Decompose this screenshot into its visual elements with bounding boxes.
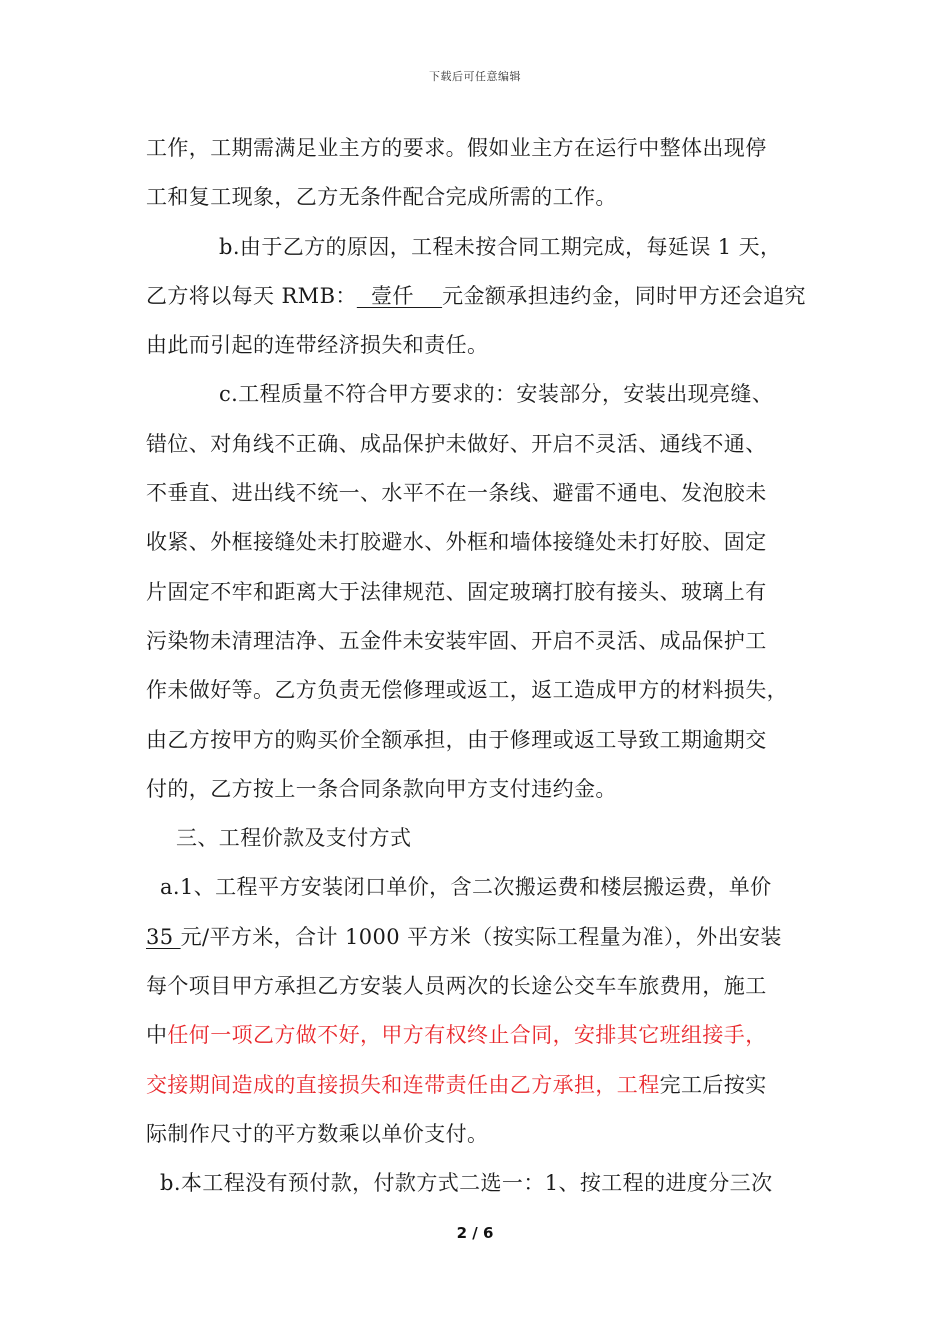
highlighted-text: 交接期间造成的直接损失和连带责任由乙方承担，工程 [146, 1072, 660, 1097]
text-line: 际制作尺寸的平方数乘以单价支付。 [146, 1121, 489, 1146]
text-line: 片固定不牢和距离大于法律规范、固定玻璃打胶有接头、玻璃上有 [146, 579, 767, 604]
text-line: 作未做好等。乙方负责无偿修理或返工，返工造成甲方的材料损失， [146, 678, 788, 703]
highlighted-text: 任何一项乙方做不好，甲方有权终止合同，安排其它班组接手， [167, 1023, 767, 1048]
page-number: 2 / 6 [456, 1224, 494, 1242]
text-line: 由乙方按甲方的购买价全额承担，由于修理或返工导致工期逾期交 [146, 727, 767, 752]
text-line: 污染物未清理洁净、五金件未安装牢固、开启不灵活、成品保护工 [146, 628, 767, 653]
text-line: a.1、工程平方安装闭口单价，含二次搬运费和楼层搬运费，单价 [160, 875, 772, 900]
text-span: 元/平方米，合计 1000 平方米（按实际工程量为准），外出安装 [180, 924, 782, 949]
text-line: 收紧、外框接缝处未打胶避水、外框和墙体接缝处未打好胶、固定 [146, 530, 767, 555]
text-span: 中 [146, 1023, 168, 1048]
text-line: 错位、对角线不正确、成品保护未做好、开启不灵活、通线不通、 [146, 431, 767, 456]
text-line: 付的，乙方按上一条合同条款向甲方支付违约金。 [146, 776, 617, 801]
text-line: c.工程质量不符合甲方要求的：安装部分，安装出现亮缝、 [219, 382, 774, 407]
text-line: 每个项目甲方承担乙方安装人员两次的长途公交车车旅费用，施工 [146, 974, 767, 999]
text-line: b.由于乙方的原因，工程未按合同工期完成，每延误 1 天， [219, 234, 782, 259]
unit-price: 35 [146, 924, 181, 949]
text-line: b.本工程没有预付款，付款方式二选一：1、按工程的进度分三次 [160, 1171, 773, 1196]
section-heading: 三、工程价款及支付方式 [176, 826, 412, 851]
text-line: 不垂直、进出线不统一、水平不在一条线、避雷不通电、发泡胶未 [146, 481, 767, 506]
text-span: 完工后按实 [659, 1072, 767, 1097]
page-header-note: 下载后可任意编辑 [429, 70, 521, 83]
document-body [146, 124, 821, 1209]
text-span: 乙方将以每天 RMB： [146, 283, 357, 308]
text-line [146, 1061, 821, 1110]
text-line [146, 272, 821, 321]
text-line [146, 913, 821, 962]
text-line: 工和复工现象，乙方无条件配合完成所需的工作。 [146, 185, 617, 210]
text-span: 元金额承担违约金，同时甲方还会追究 [442, 283, 806, 308]
text-line: 工作，工期需满足业主方的要求。假如业主方在运行中整体出现停 [146, 136, 767, 160]
penalty-amount: 壹仟 [356, 283, 443, 308]
text-line: 由此而引起的连带经济损失和责任。 [146, 333, 489, 358]
text-line [146, 1011, 821, 1060]
